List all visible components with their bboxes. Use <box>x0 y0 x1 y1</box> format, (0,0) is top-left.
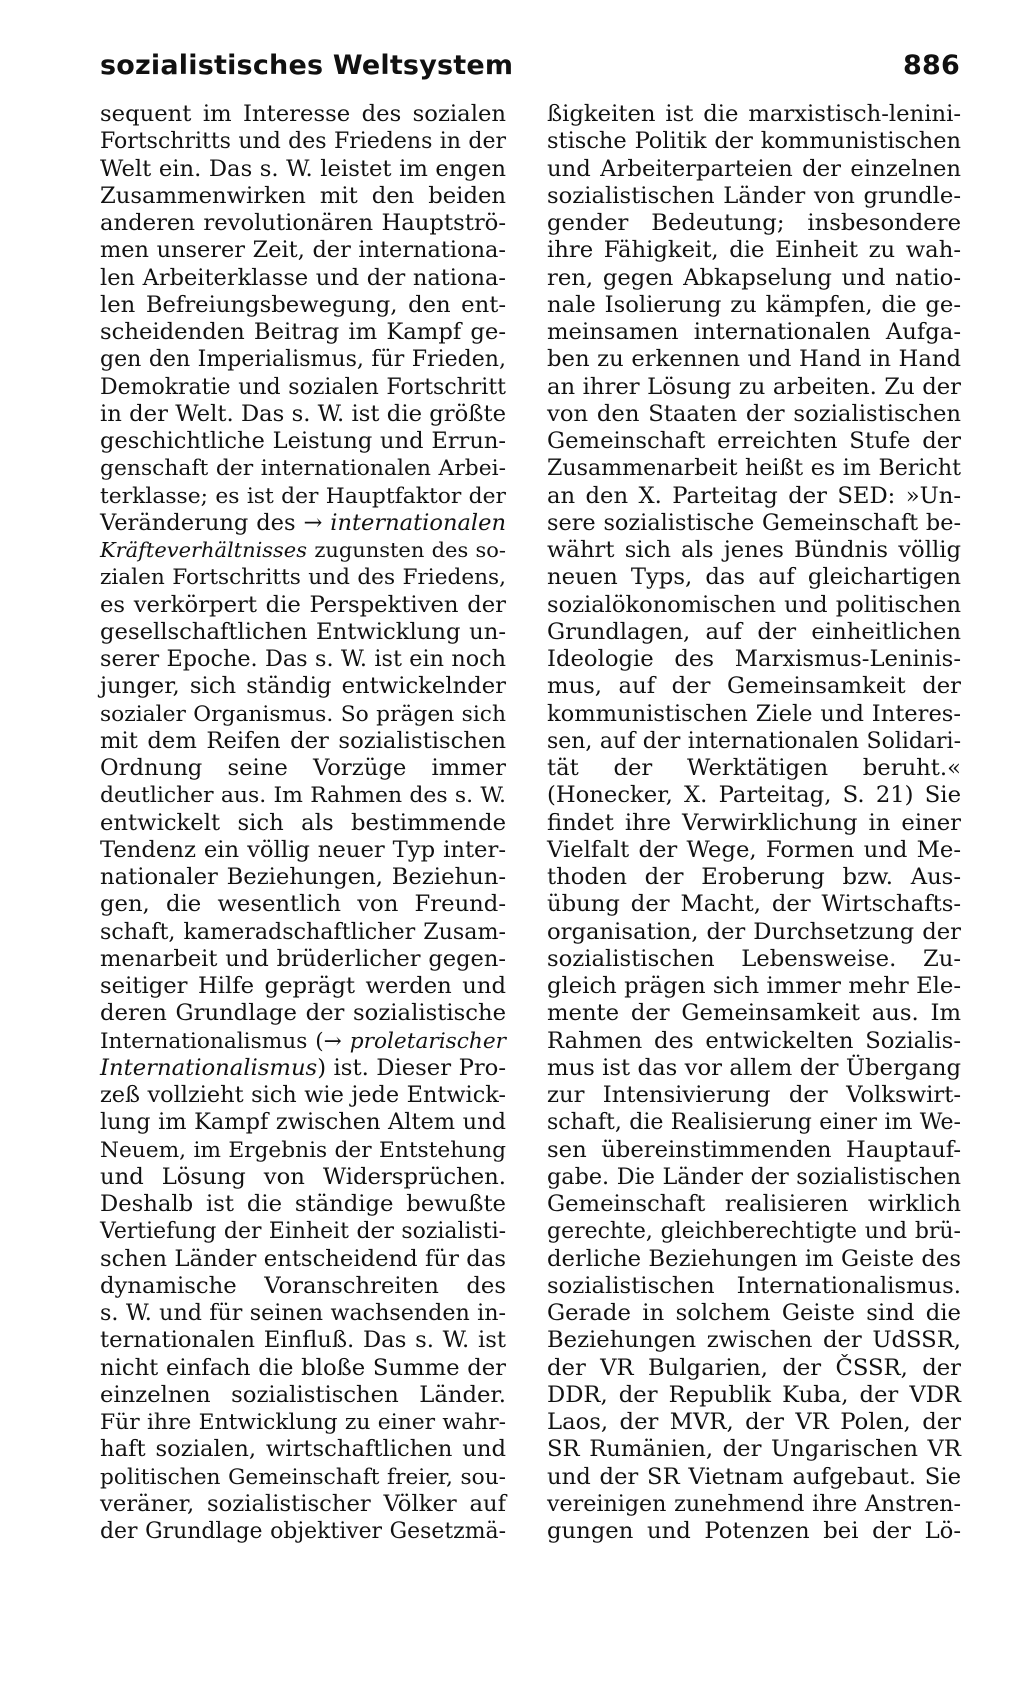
text-line: s. W. und für seinen wachsenden in- <box>100 1300 506 1326</box>
text-line: Vertiefung der Einheit der sozialisti- <box>100 1219 506 1245</box>
text-line: ßigkeiten ist die marxistisch-lenini- <box>547 101 961 127</box>
text-line: der VR Bulgarien, der ČSSR, der <box>547 1354 961 1381</box>
text-line: ben zu erkennen und Hand in Hand <box>547 346 961 373</box>
text-line: gerechte, gleichberechtigte und brü- <box>547 1219 961 1245</box>
text-line: schen Länder entscheidend für das <box>100 1245 506 1272</box>
text-line: gesellschaftlichen Entwicklung un- <box>100 618 506 645</box>
text-line-with-crossref <box>100 510 506 537</box>
text-line: und Arbeiterparteien der einzelnen <box>547 155 961 182</box>
text-line: stische Politik der kommunistischen <box>547 128 961 155</box>
text-line: zialen Fortschritts und des Friedens, <box>100 565 506 591</box>
text-line: men unserer Zeit, der internationa- <box>100 237 506 264</box>
text-line: sozialistischen Länder von grundle- <box>547 182 961 209</box>
text-line: len Befreiungsbewegung, den ent- <box>100 291 506 318</box>
text-line: DDR, der Republik Kuba, der VDR <box>547 1381 961 1408</box>
text-line: mus, auf der Gemeinsamkeit der <box>547 673 961 700</box>
text-line: sozialistischen Lebensweise. Zu- <box>547 945 961 972</box>
text-line: Rahmen des entwickelten Sozialis- <box>547 1027 961 1054</box>
text-line: deutlicher aus. Im Rahmen des s. W. <box>100 783 506 809</box>
text-line: seitiger Hilfe geprägt werden und <box>100 973 506 999</box>
text-line: Zusammenarbeit heißt es im Bericht <box>547 455 961 482</box>
text-line: ternationalen Einfluß. Das s. W. ist <box>100 1327 506 1354</box>
text-line: an ihrer Lösung zu arbeiten. Zu der <box>547 373 961 400</box>
page-number: 886 <box>903 50 960 81</box>
crossref-link[interactable]: proletarischer <box>349 1028 506 1054</box>
text-line: Gemeinschaft erreichten Stufe der <box>547 428 961 454</box>
text-line: gender Bedeutung; insbesondere <box>547 210 961 236</box>
text-line: genschaft der internationalen Arbei- <box>100 456 506 482</box>
text-line: Beziehungen zwischen der UdSSR, <box>547 1327 961 1354</box>
text-line: Vielfalt der Wege, Formen und Me- <box>547 836 961 863</box>
text-line: Ideologie des Marxismus-Leninis- <box>547 646 961 672</box>
crossref-link[interactable]: Internationalismus <box>100 1054 318 1081</box>
text-line: übung der Macht, der Wirtschafts- <box>547 891 961 918</box>
text-line: sozialistischen Internationalismus. <box>547 1272 961 1299</box>
text-line: sen, auf der internationalen Solidari- <box>547 728 961 754</box>
text-line: scheidenden Beitrag im Kampf ge- <box>100 319 506 345</box>
text-line: sozialökonomischen und politischen <box>547 591 961 618</box>
text-line: deren Grundlage der sozialistische <box>100 1000 506 1027</box>
text-line: vereinigen zunehmend ihre Anstren- <box>547 1490 961 1517</box>
text-line: Demokratie und sozialen Fortschritt <box>100 374 506 400</box>
crossref-link[interactable]: Kräfteverhältnisses <box>100 538 307 562</box>
text-line: Welt ein. Das s. W. leistet im engen <box>100 155 506 182</box>
text-line: meinsamen internationalen Aufga- <box>547 319 961 345</box>
text-line: junger, sich ständig entwickelnder <box>100 673 506 700</box>
text-line: der Grundlage objektiver Gesetzmä- <box>100 1519 506 1544</box>
text-line: haft sozialen, wirtschaftlichen und <box>100 1436 506 1463</box>
text-line: derliche Beziehungen im Geiste des <box>547 1245 961 1272</box>
text-line: Gemeinschaft realisieren wirklich <box>547 1191 961 1217</box>
text-line: len Arbeiterklasse und der nationa- <box>100 264 506 291</box>
text-line: schaft, die Realisierung einer im We- <box>547 1110 961 1136</box>
text-line: (Honecker, X. Parteitag, S. 21) Sie <box>547 782 961 809</box>
text-line: zeß vollzieht sich wie jede Entwick- <box>100 1082 506 1108</box>
text-line: organisation, der Durchsetzung der <box>547 918 961 945</box>
text-line: gen den Imperialismus, für Frieden, <box>100 347 506 373</box>
right-text-column <box>547 101 961 1545</box>
text-line: in der Welt. Das s. W. ist die größte <box>100 400 506 427</box>
text-line: schaft, kameradschaftlicher Zusam- <box>100 918 506 945</box>
text-line: gen, die wesentlich von Freund- <box>100 891 506 918</box>
text-line: Ordnung seine Vorzüge immer <box>100 755 506 781</box>
text-segment: ) ist. Dieser Pro- <box>317 1054 506 1081</box>
text-line: lung im Kampf zwischen Altem und <box>100 1109 506 1136</box>
text-line: einzelnen sozialistischen Länder. <box>100 1381 506 1408</box>
running-head-title: sozialistisches Weltsystem <box>100 50 514 81</box>
text-segment: zugunsten des so- <box>314 538 506 562</box>
text-line: von den Staaten der sozialistischen <box>547 400 961 427</box>
text-line: neuen Typs, das auf gleichartigen <box>547 564 961 591</box>
text-line: Für ihre Entwicklung zu einer wahr- <box>100 1410 506 1435</box>
text-line: Laos, der MVR, der VR Polen, der <box>547 1409 961 1435</box>
text-line: tät der Werktätigen beruht.« <box>547 755 961 781</box>
text-line: mus ist das vor allem der Übergang <box>547 1054 961 1081</box>
text-line: sozialer Organismus. So prägen sich <box>100 701 506 727</box>
left-text-column <box>100 101 506 1545</box>
text-line: gabe. Die Länder der sozialistischen <box>547 1163 961 1190</box>
crossref-link[interactable]: internationalen <box>330 509 506 536</box>
text-line: es verkörpert die Perspektiven der <box>100 591 506 618</box>
text-line: Fortschritts und des Friedens in der <box>100 129 506 155</box>
text-line: politischen Gemeinschaft freier, sou- <box>100 1464 506 1490</box>
text-line: Grundlagen, auf der einheitlichen <box>547 618 961 645</box>
text-line: Tendenz ein völlig neuer Typ inter- <box>100 836 506 863</box>
text-line-with-crossref <box>100 1028 506 1055</box>
text-line: veräner, sozialistischer Völker auf <box>100 1490 506 1517</box>
text-line: geschichtliche Leistung und Errun- <box>100 428 506 454</box>
text-line: serer Epoche. Das s. W. ist ein noch <box>100 646 506 672</box>
text-line: nationaler Beziehungen, Beziehun- <box>100 864 506 890</box>
text-line: mente der Gemeinsamkeit aus. Im <box>547 1000 961 1027</box>
text-line: thoden der Eroberung bzw. Aus- <box>547 864 961 890</box>
text-line: sere sozialistische Gemeinschaft be- <box>547 509 961 536</box>
text-line: findet ihre Verwirklichung in einer <box>547 809 961 836</box>
text-line: menarbeit und brüderlicher gegen- <box>100 945 506 972</box>
text-line-with-crossref <box>100 537 506 564</box>
text-line: an den X. Parteitag der SED: »Un- <box>547 482 961 509</box>
text-line: währt sich als jenes Bündnis völlig <box>547 537 961 563</box>
text-line: mit dem Reifen der sozialistischen <box>100 727 506 754</box>
text-line: gungen und Potenzen bei der Lö- <box>547 1518 961 1544</box>
text-line: zur Intensivierung der Volkswirt- <box>547 1082 961 1108</box>
text-line: und Lösung von Widersprüchen. <box>100 1163 506 1190</box>
text-line: Gerade in solchem Geiste sind die <box>547 1300 961 1326</box>
text-line: Zusammenwirken mit den beiden <box>100 182 506 209</box>
text-line: kommunistischen Ziele und Interes- <box>547 700 961 727</box>
text-line: SR Rumänien, der Ungarischen VR <box>547 1436 961 1463</box>
text-line: nale Isolierung zu kämpfen, die ge- <box>547 291 961 318</box>
running-head <box>100 50 960 90</box>
text-line: und der SR Vietnam aufgebaut. Sie <box>547 1463 961 1490</box>
text-segment: Internationalismus (→ <box>100 1028 342 1054</box>
text-line: sequent im Interesse des sozialen <box>100 101 506 127</box>
text-line: dynamische Voranschreiten des <box>100 1272 506 1299</box>
text-line: Neuem, im Ergebnis der Entstehung <box>100 1137 506 1163</box>
text-line: gleich prägen sich immer mehr Ele- <box>547 973 961 999</box>
text-line: nicht einfach die bloße Summe der <box>100 1354 506 1381</box>
text-line: terklasse; es ist der Hauptfaktor der <box>100 483 506 509</box>
text-line: anderen revolutionären Hauptströ- <box>100 210 506 236</box>
text-line: Deshalb ist die ständige bewußte <box>100 1191 506 1217</box>
text-line: sen übereinstimmenden Hauptauf- <box>547 1136 961 1163</box>
text-line: ihre Fähigkeit, die Einheit zu wah- <box>547 237 961 264</box>
text-segment: Veränderung des → <box>100 509 323 536</box>
text-line: ren, gegen Abkapselung und natio- <box>547 264 961 291</box>
text-line-with-crossref <box>100 1055 506 1082</box>
text-line: entwickelt sich als bestimmende <box>100 809 506 836</box>
